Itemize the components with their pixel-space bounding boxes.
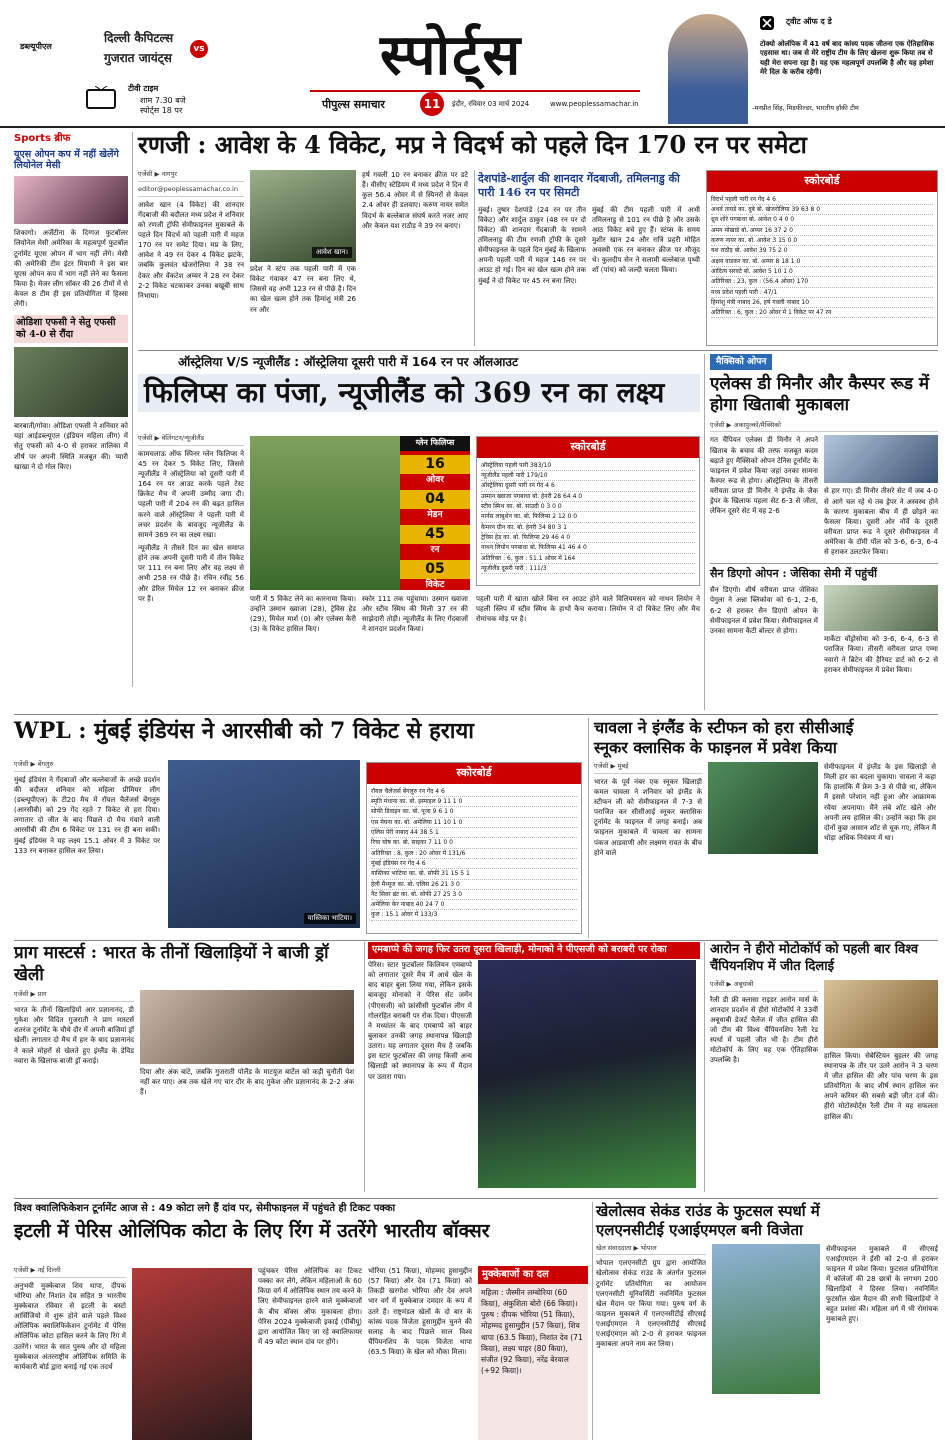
brief-label: Sports ब्रीफ	[14, 133, 71, 144]
boxing-kicker: विश्व क्वालिफिकेशन टूर्नामेंट आज से : 49 कोटा लगे हैं दांव पर, सेमीफाइनल में पहुंचते ही टिकट पक्का	[14, 1203, 396, 1214]
ranji-col-1	[138, 170, 244, 301]
scoreboard-row: अथर्व तायडे का. दुबे बो. खेजरोलिया 39 63 8 0	[711, 205, 933, 215]
scoreboard-row: रिचा घोष का. बो. साइका 7 11 0 0	[371, 838, 577, 848]
boxing-headline-bar	[14, 1220, 590, 1244]
snooker-story	[594, 718, 938, 858]
boxing-col-1	[14, 1266, 126, 1372]
tn-text-2: मुंबई की टीम पहली पारी में अभी तमिलनाडु से 101 रन पीछे है और उसके आठ विकेट बचे हुए हैं। स्टंप्स के समय मुशीर खान 24 और रात्रि प्रहरी मोहित अवस्थी एक रन बनाकर क्रीज पर मौजूद थे। कुलदीप सेन ने सलामी बल्लेबाज पृथ्वी शॉ (पांच) को जल्दी चलता किया।	[592, 205, 700, 275]
aaron-headline: आरोन ने हीरो मोटोकॉर्प को पहली बार विश्व चैंपियनशिप में जीत दिलाई	[710, 942, 919, 974]
aus-text-3: पारी में 5 विकेट लेने का कारनामा किया। उन्होंने उस्मान ख्वाजा (28), ट्रेविस हेड (29), मिचेल मार्श (0) और एलेक्स कैरी (3) के विकेट हासिल किए।	[250, 595, 356, 634]
scoreboard-row: अतिरिक्त : 8, कुल : 20 ओवर में 131/6	[371, 849, 577, 859]
tv-time-line2: स्पोर्ट्स 18 पर	[140, 106, 183, 115]
aaron-text: रैली डी फ्री क्लासा राइडर आरोन मार्स के शानदार प्रदर्शन से हीरो मोटोकॉर्प ने 33वीं अबूधाबी डेजर्ट चैलेंज में जीत हासिल की जो टीम की विश्व चैंपियनशिप रैली रेड स्पर्धा में पहली जीत भी है। टीम हीरो मोटोकॉर्प के लिए यह एक ऐतिहासिक उपलब्धि है।	[710, 995, 818, 1065]
futsal-text-right: सेमीफाइनल मुकाबले में सीएसई एआईएमएल ने ईसी को 2-0 से हराकर फाइनल में प्रवेश किया। फुटसल प्रतियोगिता में कॉलेजों की 28 छात्रों के लगभग 200 खिलाड़ियों ने हिस्सा लिया। नवनिर्मित फुटसॉल खेल मैदान की सभी खिलाड़ियों ने बहुत प्रशंसा की। महिला वर्ग में भी रोमांचक मुकाबले हुए।	[826, 1244, 938, 1324]
aaron-story	[710, 942, 938, 1122]
wpl-text: मुंबई इंडियंस ने गेंदबाजों और बल्लेबाजों के अच्छे प्रदर्शन की बदौलत शनिवार को महिला प्रीमियर लीग (डब्ल्यूपीएल) के टी20 मैच में रॉयल चैलेंजर्स बेंगलुरु (आरसीबी) को 29 गेंद रहते 7 विकेट से हरा दिया। लगातार दो जीत के बाद पिछले दो मैच गंवाने वाली आरसीबी की टीम 6 विकेट पर 131 रन ही बना सकी। मुंबई इंडियंस ने यह लक्ष्य 15.1 ओवर में 3 विकेट पर 133 रन बनाकर हासिल कर लिया।	[14, 775, 160, 855]
scoreboard-row: यास्तिका भाटिया का. बो. सोफी 31 15 5 1	[371, 869, 577, 879]
tweet-title: ट्वीट ऑफ द डे	[786, 17, 832, 26]
scoreboard-row: उस्मान ख्वाजा पगबाधा बो. हेनरी 28 64 4 0	[481, 492, 695, 502]
ranji-headline: रणजी : आवेश के 4 विकेट, मप्र ने विदर्भ को पहले दिन 170 रन पर समेटा	[138, 130, 807, 159]
aus-headline-box	[138, 374, 700, 412]
scoreboard-row: ध्रुव शोरे पगबाधा बो. आवेश 0 4 0 0	[711, 215, 933, 225]
scoreboard-wpl-title: स्कोरबोर्ड	[367, 763, 581, 784]
tennis-photo	[824, 435, 938, 483]
ranji-email: editor@peoplessamachar.co.in	[138, 185, 244, 197]
ranji-text-2: प्रदेश ने स्टंप तक पहली पारी में एक विकेट गंवाकर 47 रन बना लिए थे, जिससे वह अभी 123 रन से पीछे है। दिन का खेल खत्म होने तक हिमांशु मंत्री 26 रन और	[250, 265, 356, 314]
tweet-author: -मनप्रीत सिंह, मिडफील्डर, भारतीय हॉकी टीम	[752, 104, 859, 112]
ranji-text-1: आवेश खान (4 विकेट) की शानदार गेंदबाजी की बदौलत मध्य प्रदेश ने शनिवार को रणजी ट्रॉफी सेमीफाइनल मुकाबले के पहले दिन विदर्भ को पहली पारी में महज 170 रन पर समेट दिया। मप्र के लिए, आवेश ने 49 रन देकर 4 विकेट झटके, जबकि कुलवंत खेजरोलिया ने 38 रन देकर और वेंकटेश अय्यर ने 28 रन देकर 2-2 विकेट चटकाकर उनका बखूबी साथ निभाया।	[138, 200, 244, 300]
tn-text-1: मुंबई। तुषार देशपांडे (24 रन पर तीन विकेट) और शार्दुल ठाकुर (48 रन पर दो विकेट) की शानदार गेंदबाजी के सामने तमिलनाडु की टीम रणजी ट्रॉफी के दूसरे सेमीफाइनल के पहले दिन मुंबई के खिलाफ अपनी पहली पारी में महज 146 रन पर आउट हो गई। दिन का खेल खत्म होने तक मुंबई ने दो विकेट पर 45 रन बना लिए।	[478, 205, 586, 285]
boxing-team-title: मुक्केबाजों का दल	[478, 1266, 588, 1284]
scoreboard-ranji-title: स्कोरबोर्ड	[707, 171, 937, 192]
avesh-photo	[250, 170, 356, 262]
boxing-team-box	[478, 1266, 588, 1440]
scoreboard-row: नैट सिवर ब्रंट का. बो. सोफी 27 25 3 0	[371, 890, 577, 900]
scoreboard-row: अतिरिक्त : 6, कुल : 51.1 ओवर में 164	[481, 554, 695, 564]
tweet-text: टोक्यो ओलंपिक में 41 वर्ष बाद कांस्य पदक जीतना एक ऐतिहासिक एहसास था। जब से मेरे राष्ट्रीय टीम के लिए खेलना शुरू किया तब से यही मेरा सपना रहा है। यह एक महत्वपूर्ण उपलब्धि है और यह हमेशा मेरे दिल के करीब रहेगी।	[760, 40, 934, 77]
stat-label: रन	[430, 544, 440, 555]
scoreboard-row: आदित्य सरवटे बो. आवेश 5 10 1 0	[711, 267, 933, 277]
snooker-text-right: सेमीफाइनल में इंग्लैंड के इस खिलाड़ी से मिली हार का बदला चुकाया। चावला ने कहा कि हालांकि मैं फ्रेम 3-3 से पीछे था, लेकिन मैं इससे परेशान नहीं हुआ और आक्रामक रवैया अपनाया। मैंने लंबे शॉट खेले और अपनी लय हासिल की। उन्होंने कहा कि हम दोनों कुछ आसान शॉट से चूक गए, लेकिन मैं थोड़ा अधिक नियंत्रण में था।	[824, 763, 936, 842]
mbappe-col	[368, 960, 472, 1082]
stat-number: 45	[400, 525, 470, 544]
mbappe-photo	[478, 960, 696, 1188]
phillips-stats-name: ग्लेन फिलिप्स	[400, 436, 470, 451]
scoreboard-row: एलिस पेरी नाबाद 44 38 5 1	[371, 828, 577, 838]
aus-kicker: ऑस्ट्रेलिया V/S न्यूजीलैंड : ऑस्ट्रेलिया दूसरी पारी में 164 रन पर ऑलआउट	[178, 355, 519, 369]
mexico-text: गत चैंपियन एलेक्स डी मिनौर ने अपने खिताब के बचाव की तरफ मजबूत कदम बढ़ाते हुए मैक्सिको ओपन टेनिस टूर्नामेंट के फाइनल में प्रवेश किया जहां उनका सामना कैस्पर रूड से होगा। ऑस्ट्रेलिया के तीसरी वरीयता प्राप्त डी मिनौर ने इंग्लैंड के जैक ड्रेपर के खिलाफ पहला सेट 6-3 से जीता, लेकिन दूसरे सेट में वह 2-6	[710, 436, 818, 516]
masthead-rule	[310, 90, 640, 92]
scoreboard-row: स्मृति मंधाना का. बो. इस्माइल 9 11 1 0	[371, 797, 577, 807]
futsal-headline-1: खेलोत्सव सेकंड राउंड के फुटसल स्पर्धा में	[596, 1202, 820, 1220]
stat-label: विकेट	[425, 579, 445, 590]
mbappe-headline-bar	[368, 942, 700, 959]
boxing-text-mid2: भोरिया (51 किग्रा), मोहम्मद हुसामुद्दीन (57 किग्रा) और देव (71 किग्रा) को तिकड़ी खरगोश भोरिया और देव अपने भार वर्ग में मुक्केबाज दमदार के रूप में उतरे हैं। राष्ट्रमंडल खेलों के दो बार के कांस्य पदक विजेता हुसामुद्दीन चुनने की सलाह के बाद पिछले साल विश्व चैंपियनशिप के पदक विजेता थापा (63.5 किग्रा) के खेल को मौका मिला।	[368, 1267, 472, 1357]
stat-number: 05	[400, 560, 470, 579]
pegula-photo	[824, 585, 938, 631]
mbappe-text: पेरिस। स्टार फुटबॉलर किलियन एमबाप्पे को लगातार दूसरे मैच में आधे खेल के बाद बाहर बुला लिया गया, लेकिन इसके बावजूद मोनाको ने पेरिस सेंट जर्मेन (पीएसजी) को फ्रांसीसी फुटबॉल लीग में गोलरहित बराबरी पर रोक दिया। पीएसजी ने मध्यांतर के बाद एमबाप्पे को बाहर बुलाकर उनकी जगह स्थानापन्न खिलाड़ी उतारा। यह लगातार दूसरा मैच है जबकि इस स्टार फुटबॉलर की जगह किसी अन्य खिलाड़ी को स्थानापन्न के रूप में मैदान पर उतारा गया।	[368, 961, 472, 1081]
scoreboard-row: एस मेघना का. बो. अमेलिया 11 10 1 0	[371, 818, 577, 828]
scoreboard-row: मुंबई इंडियंस रन गेंद 4 6	[371, 859, 577, 869]
stat-label: ओवर	[426, 474, 444, 485]
avesh-caption: आवेश खान।	[312, 247, 352, 258]
masthead: स्पोर्ट्स	[380, 22, 523, 88]
scoreboard-row: न्यूजीलैंड दूसरी पारी : 111/3	[481, 564, 695, 574]
scoreboard-aus	[476, 436, 700, 586]
tv-time-label: टीवी टाइम	[128, 84, 159, 93]
boxer-photo	[132, 1268, 252, 1440]
phillips-stats	[400, 436, 470, 590]
scoreboard-row: यश राठौड़ बो. आवेश 39 75 2 0	[711, 246, 933, 256]
scoreboard-row: ऑस्ट्रेलिया दूसरी पारी रन गेंद 4 6	[481, 481, 695, 491]
boxing-team-text: महिला : जैस्मीन लम्बोरिया (60 किग्रा), अंकुशिता बोरो (66 किग्रा)। पुरुष : दीपक भोरिया (51 किग्रा), मोहम्मद हुसामुद्दीन (57 किग्रा), शिव थापा (63.5 किग्रा), निशांत देव (71 किग्रा), लक्ष्य चाहर (80 किग्रा), संजीत (92 किग्रा), नरेंद्र बेरवाल (+92 किग्रा)।	[481, 1287, 583, 1376]
tn-headline: देशपांडे-शार्दुल की शानदार गेंदबाजी, तमिलनाडु की पारी 146 रन पर सिमटी	[478, 172, 680, 200]
scoreboard-row: विदर्भ पहली पारी रन गेंद 4 6	[711, 195, 933, 205]
team1-name: दिल्ली कैपिटल्स	[104, 31, 174, 45]
scoreboard-wpl	[366, 762, 582, 934]
prag-byline: एजेंसी ▶ प्राग	[14, 990, 134, 1002]
aus-text-2: न्यूजीलैंड ने तीसरे दिन का खेल समाप्त होने तक अपनी दूसरी पारी में तीन विकेट पर 111 रन बना लिए और वह लक्ष्य से अभी 258 रन पीछे है। रचिन रवींद्र 56 और डेरिल मिचेल 12 रन बनाकर क्रीज पर हैं।	[138, 544, 244, 603]
aus-text-5: पहली पारी में खाता खोले बिना रन आउट होने वाले विलियमसन को नाथन लियोन ने पहली स्लिप में स्टीव स्मिथ के हाथों कैच कराया। लियोन ने दो विकेट लिए और मैच रोमांचक मोड़ पर है।	[476, 595, 700, 624]
stat-label: मेडन	[427, 509, 443, 520]
wpl-col-1	[14, 760, 160, 856]
aus-byline: एजेंसी ▶ वेलिंगटन/न्यूजीलैंड	[138, 434, 244, 446]
tv-time-line1: शाम 7.30 बजे	[140, 96, 186, 105]
scoreboard-row: न्यूजीलैंड पहली पारी 179/10	[481, 471, 695, 481]
yastika-photo	[168, 760, 360, 928]
scoreboard-row: कुल : 15.1 ओवर में 133/3	[371, 910, 577, 920]
boxing-text-mid: पहुंचकर पेरिस ओलिंपिक का टिकट पक्का कर लेंगे, लेकिन महिलाओं के 60 किग्रा वर्ग में ओलिंपिक स्थान तय करने के लिए सेमीफाइनल हारने वाले मुक्केबाजों के बीच बॉक्स ऑफ मुकाबला होगा। पेरिस 2024 मुक्केबाजी इकाई (पीबीयू) द्वारा आयोजित किए जा रहे क्वालिफायर में 49 कोटा स्थान दांव पर होंगे।	[258, 1267, 362, 1346]
scoreboard-row: ऑस्ट्रेलिया पहली पारी 383/10	[481, 461, 695, 471]
player-portrait	[668, 14, 748, 124]
scoreboard-row: अमेलिया केर नाबाद 40 24 7 0	[371, 900, 577, 910]
tv-icon	[86, 86, 116, 110]
prag-story	[14, 942, 360, 1098]
scoreboard-row: मार्नस लाबुशेन का. बो. फिलिप्स 2 12 0 0	[481, 512, 695, 522]
vs-badge: vs	[190, 40, 208, 58]
tn-story	[478, 172, 700, 286]
sandiego-text: सैन डिएगो। शीर्ष वरीयता प्राप्त जेसिका पेगुला ने अन्ना ब्लिंकोवा को 6-1, 2-6, 6-2 से हराकर सैन डिएगो ओपन के सेमीफाइनल में प्रवेश किया। सेमीफाइनल में उनका सामना कैटी बोल्टर से होगा।	[710, 586, 818, 635]
scoreboard-row: मध्य प्रदेश पहली पारी : 47/1	[711, 288, 933, 298]
boxing-byline: एजेंसी ▶ नई दिल्ली	[14, 1266, 126, 1278]
futsal-byline: खेल संवाददाता ▶ भोपाल	[596, 1244, 706, 1256]
aus-text-4: स्कोर 111 तक पहुंचाया। उस्मान ख्वाजा और स्टीव स्मिथ की मिली 37 रन की साझेदारी तोड़ी। न्यूजीलैंड के लिए गेंदबाजों ने शानदार प्रदर्शन किया।	[362, 595, 468, 634]
ranji-text-3: हर्ष गवली 10 रन बनाकर क्रीज पर डटे हैं। वीसीए स्टेडियम में मध्य प्रदेश ने दिन में कुल 56.4 ओवर में से स्पिनरों से केवल 2.4 ओवर ही डलवाए। करुण नायर समेत विदर्भ के बल्लेबाज संघर्ष करते नजर आए और केवल यश राठौड़ ने 39 रन बनाए।	[362, 171, 468, 230]
scoreboard-row: कैमरन ग्रीन का. बो. हेनरी 34 80 3 1	[481, 523, 695, 533]
page-header	[0, 0, 945, 128]
publication-name: पीपुल्स समाचार	[322, 98, 385, 111]
mexico-story	[710, 354, 938, 675]
futsal-text: भोपाल एलएनसीटी ग्रुप द्वारा आयोजित खेलोत्सव सेकंड राउंड के अंतर्गत फुटसल टूर्नामेंट प्रतियोगिता का आयोजन एलएनसीटी यूनिवर्सिटी नवनिर्मित फुटसल खेल मैदान पर किया गया। पुरुष वर्ग के फाइनल मुकाबले में एलएनसीटीई सीएसई एआईएमएल ने एलएनसीटीई सीएसई एआईएमएल को 2-0 से हराकर फाइनल मुकाबला अपने नाम कर लिया।	[596, 1259, 706, 1349]
scoreboard-row: करुण नायर का. बो. आवेश 3 15 0 0	[711, 236, 933, 246]
scoreboard-row: रॉयल चैलेंजर्स बेंगलुरु रन गेंद 4 6	[371, 787, 577, 797]
wpl-headline-bar	[14, 718, 584, 744]
scoreboard-row: अमन मोखाडे बो. अय्यर 16 37 2 0	[711, 226, 933, 236]
ranji-col-2	[250, 264, 356, 315]
wpl-byline: एजेंसी ▶ बेंगलुरु	[14, 760, 160, 772]
wpl-tag: डब्ल्यूपीएल	[20, 42, 52, 51]
dateline: इंदौर, रविवार 03 मार्च 2024	[452, 100, 530, 108]
stat-number: 16	[400, 455, 470, 474]
boxing-col-2	[258, 1266, 362, 1347]
scoreboard-row: अक्षय वाडकर का. बो. अय्यर 8 18 1 0	[711, 257, 933, 267]
aus-col-3	[362, 594, 468, 635]
website: www.peoplessamachar.in	[550, 100, 639, 108]
snooker-text: भारत के पूर्व नंबर एक स्नूकर खिलाड़ी कमल चावला ने शनिवार को इंग्लैंड के स्टीफन ली को सेमीफाइनल में 7-3 से पराजित कर सीसीआई स्नूकर क्लासिक टूर्नामेंट के फाइनल में जगह बनाई। अब फाइनल मुकाबले में चावला का सामना पंकज आडवाणी और लक्ष्मण रावत के बीच होने वाले	[594, 777, 702, 857]
snooker-headline-2: स्नूकर क्लासिक के फाइनल में प्रवेश किया	[594, 738, 837, 757]
odisha-photo	[14, 347, 128, 417]
sandiego-headline: सैन डिएगो ओपन : जेसिका सेमी में पहुंचीं	[710, 563, 938, 582]
messi-photo	[14, 176, 128, 224]
mexico-byline: एजेंसी ▶ अकापुल्को/मैक्सिको	[710, 421, 938, 433]
scoreboard-row: नाथन लियोन पगबाधा बो. फिलिप्स 41 46 4 0	[481, 543, 695, 553]
mexico-headline: एलेक्स डी मिनौर और कैस्पर रूड में होगा खिताबी मुकाबला	[710, 374, 930, 416]
scoreboard-row: अतिरिक्त : 23, कुल : (56.4 ओवर) 170	[711, 277, 933, 287]
ranji-byline: एजेंसी ▶ नागपुर	[138, 170, 244, 182]
futsal-photo	[712, 1244, 820, 1394]
ranji-headline-bar	[138, 132, 938, 158]
ranji-col-3	[362, 170, 468, 231]
rally-photo	[824, 980, 938, 1048]
x-logo-icon	[760, 16, 774, 30]
snooker-headline-1: चावला ने इंग्लैंड के स्टीफन को हरा सीसीआई	[594, 718, 854, 737]
boxing-col-3	[368, 1266, 472, 1357]
aus-text-1: कामचलाऊ ऑफ स्पिनर ग्लेन फिलिप्स ने 45 रन देकर 5 विकेट लिए, जिससे न्यूजीलैंड ने ऑस्ट्रेलिया को दूसरी पारी में 164 रन पर आउट करके पहले टेस्ट क्रिकेट मैच में अपनी उम्मीद जगा दी। पहली पारी में 204 रन की बढ़त हासिल करने वाले ऑस्ट्रेलिया ने पहली पारी में लचर प्रदर्शन के बावजूद न्यूजीलैंड के सामने 369 रन का लक्ष्य रखा।	[138, 449, 244, 539]
mexico-text-right: से हार गए। डी मिनौर तीसरे सेट में जब 4-0 से आगे चल रहे थे तब ड्रेपर ने अस्वस्थ होने के कारण मुकाबला बीच में ही छोड़ने का फैसला किया। दूसरी ओर नॉर्वे के दूसरी वरीयता प्राप्त रूड ने दूसरे सेमीफाइनल में अमेरिका के टॉमी पॉल को 3-6, 6-3, 6-4 से हराकर उलटफेर किया।	[824, 487, 938, 557]
brief-text-1: शिकागो। अर्जेंटीना के दिग्गज फुटबॉलर लियोनेल मेसी अमेरिका के महत्वपूर्ण फुटबॉल टूर्नामेंट यूएस ओपन में भाग नहीं लेंगे। मेसी की अमेरिकी टीम इंटर मियामी ने इस बार यूएस ओपन कप में भाग नहीं लेने का फैसला किया है। मेजर लीग सॉकर की 26 टीमों में से केवल 8 टीम ही इस प्रतियोगिता में हिस्सा लेंगी।	[14, 229, 128, 309]
scoreboard-aus-rows	[477, 458, 699, 577]
scoreboard-aus-title: स्कोरबोर्ड	[477, 437, 699, 458]
boxing-text: अनुभवी मुक्केबाज शिव थापा, दीपक भोरिया और निशांत देव सहित 9 भारतीय मुक्केबाज रविवार से इटली के बस्टो आर्सिजियो में शुरू होने वाले पहले विश्व ओलिंपिक क्वालिफिकेशन टूर्नामेंट में पेरिस ओलिंपिक कोटा हासिल करने के लिए रिंग में उतरेंगे। भारत के सात पुरुष और दो महिला मुक्केबाज अंतरराष्ट्रीय ओलिंपिक समिति के कार्यकारी बोर्ड द्वारा बनाई गई एक तदर्थ	[14, 1281, 126, 1371]
chawla-photo	[708, 762, 818, 854]
prag-text-right: दिया और अंक बांटे, जबकि गुजराती पोलैंड के माटयूज बार्टेल को कड़ी चुनौती पेश नहीं कर पाए। अब तक खेले गए चार दौर के बाद गुकेश और प्रज्ञानानंद के 2-2 अंक हैं।	[140, 1068, 354, 1097]
sandiego-text-right: मार्केटा वोंड्रोसोवा को 3-6, 6-4, 6-3 से पराजित किया। तीसरी वरीयता प्राप्त एम्मा नवारो ने ब्रिटेन की हैरियट डार्ट को 6-2 से हराकर सेमीफाइनल में प्रवेश किया।	[824, 635, 938, 674]
prag-text: भारत के तीनों खिलाड़ियों आर प्रज्ञानानंद, डी गुकेश और विदित गुजराती ने प्राग मास्टर्स शतरंज टूर्नामेंट के चौथे दौर में अपनी बाजियां ड्रॉ खेलीं। लगातार दो मैच में हार के बाद प्रज्ञानानंद ने काले मोहरों से खेलते हुए इंग्लैंड के डेविड नवारा के खिलाफ बाजी ड्रॉ कराई।	[14, 1005, 134, 1065]
aaron-text-right: हासिल किया। सेबेस्टियन बुहलर की जगह स्थानापन्न के तौर पर उतरे आरोन ने 3 चरण में जीत हासिल की और पांच चरण के इस प्रतियोगिता के बाद शीर्ष स्थान हासिल कर अपने करियर की सबसे बड़ी जीत दर्ज की। हीरो मोटोस्पोर्ट्स रैली टीम ने यह सफलता हासिल की।	[824, 1051, 938, 1121]
aus-col-2	[250, 594, 356, 635]
scoreboard-row: हेली मैथ्यूज का. बो. एलिस 26 21 3 0	[371, 880, 577, 890]
page-number: 11	[420, 92, 444, 116]
aaron-byline: एजेंसी ▶ अबूधाबी	[710, 980, 818, 992]
scoreboard-row: सोफी डिवाइन का. बो. पूजा 9 6 1 0	[371, 807, 577, 817]
scoreboard-ranji	[706, 170, 938, 346]
aus-col-4	[476, 594, 700, 624]
chess-photo	[140, 990, 354, 1064]
aus-col-1	[138, 434, 244, 604]
futsal-headline-2: एलएनसीटीई एआईएमएल बनी विजेता	[596, 1220, 803, 1239]
yastika-caption: यास्तिका भाटिया।	[304, 913, 356, 924]
wpl-headline: WPL : मुंबई इंडियंस ने आरसीबी को 7 विकेट से हराया	[14, 718, 474, 744]
mbappe-headline: एमबाप्पे की जगह फिर उतरा दूसरा खिलाड़ी, मोनाको ने पीएसजी को बराबरी पर रोका	[372, 944, 667, 955]
scoreboard-row: स्टीव स्मिथ का. बो. साउदी 0 3 0 0	[481, 502, 695, 512]
scoreboard-ranji-rows	[707, 192, 937, 322]
prag-headline: प्राग मास्टर्स : भारत के तीनों खिलाड़ियों ने बाजी ड्रॉ खेली	[14, 943, 329, 986]
scoreboard-row: ट्रेविस हेड का. बो. फिलिप्स 29 46 4 0	[481, 533, 695, 543]
brief-headline-1: यूएस ओपन कप में नहीं खेलेंगे लियोनेल मेसी	[14, 148, 119, 172]
aus-headline: फिलिप्स का पंजा, न्यूजीलैंड को 369 रन का लक्ष्य	[144, 376, 665, 409]
brief-text-2: बारबाती/गोवा। ओडिशा एफसी ने शनिवार को यहां आईडब्ल्यूएल (इंडियन महिला लीग) में सेतु एफसी को 4-0 से हराकर तालिका में शीर्ष पर अपनी स्थिति मजबूत की। प्यारी खाखा ने दो गोल किए।	[14, 422, 128, 471]
mexico-tag: मैक्सिको ओपन	[710, 354, 772, 370]
snooker-byline: एजेंसी ▶ मुंबई	[594, 762, 702, 774]
brief-headline-2: ओडिशा एफसी ने सेतु एफसी को 4-0 से रौंदा	[14, 315, 128, 343]
scoreboard-wpl-rows	[367, 784, 581, 924]
boxing-headline: इटली में पेरिस ओलिंपिक कोटा के लिए रिंग में उतरेंगे भारतीय बॉक्सर	[14, 1220, 490, 1242]
sports-brief	[14, 132, 128, 687]
scoreboard-row: हिमांशु मंत्री नाबाद 26, हर्ष गवली नाबाद 10	[711, 298, 933, 308]
scoreboard-row: अतिरिक्त : 6, कुल : 20 ओवर में 1 विकेट पर 47 रन	[711, 308, 933, 318]
futsal-story	[596, 1202, 938, 1394]
stat-number: 04	[400, 490, 470, 509]
team2-name: गुजरात जायंट्स	[104, 51, 172, 65]
